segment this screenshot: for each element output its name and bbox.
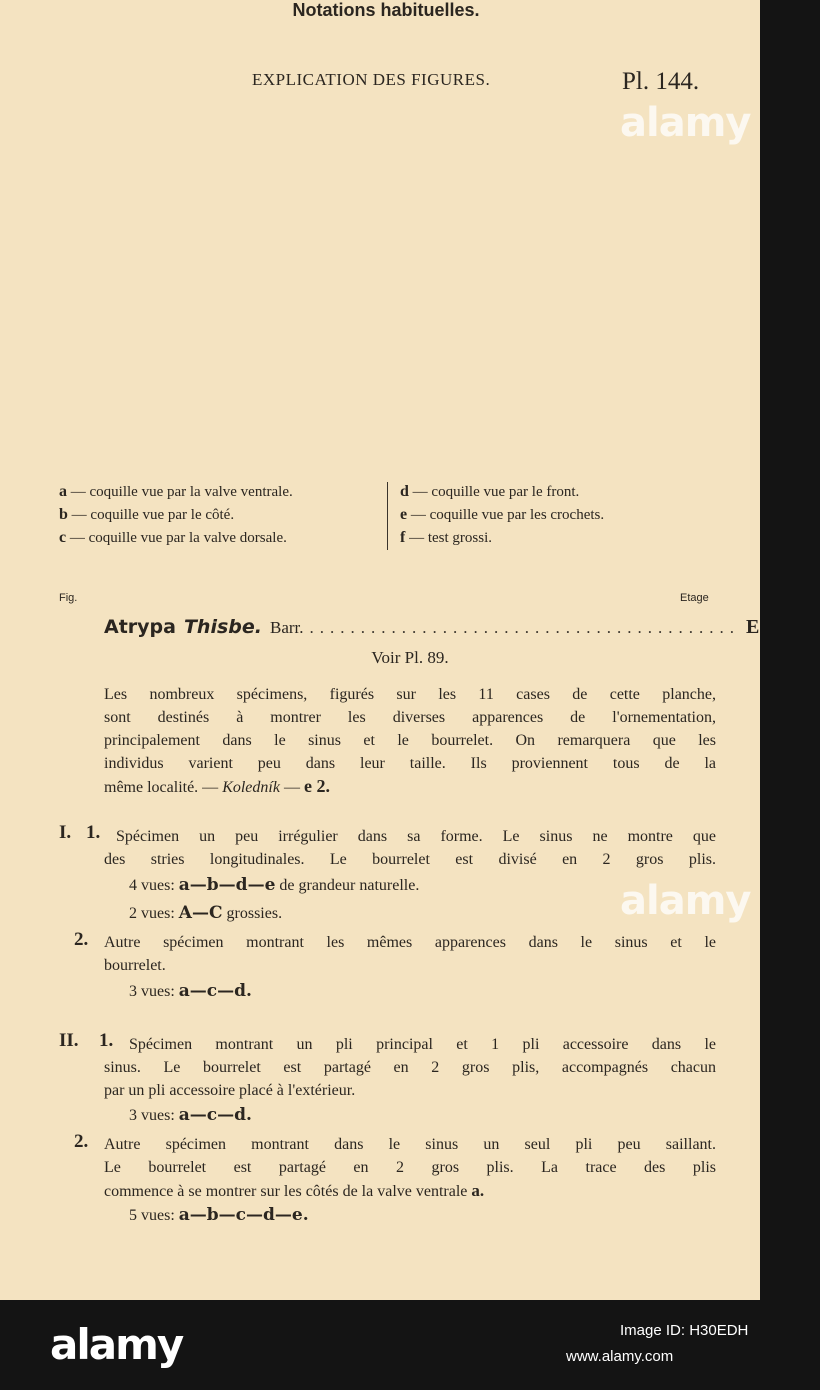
- header-title: EXPLICATION DES FIGURES.: [252, 70, 491, 89]
- notation-f: [400, 529, 492, 547]
- footer-url[interactable]: www.alamy.com: [566, 1348, 674, 1365]
- notation-letter: f: [400, 529, 406, 546]
- text-line: individus varient peu dans leur taille. Ils proviennent tous de la: [104, 755, 716, 772]
- text-line: bourrelet.: [104, 957, 166, 974]
- views-letters: a—b—d—e: [178, 875, 276, 895]
- entry-text: [104, 1133, 716, 1202]
- views-count: 3 vues:: [129, 1107, 175, 1124]
- text-line: par un pli accessoire placé à l'extérieur.: [104, 1082, 356, 1099]
- notation-a: [59, 483, 293, 501]
- valve-letter: a.: [471, 1181, 485, 1200]
- views-note: de grandeur naturelle.: [279, 877, 420, 894]
- entry-number: 1.: [86, 822, 101, 843]
- views-line: [129, 903, 282, 923]
- text-line: Le bourrelet est partagé en 2 gros plis. La trace des plis: [104, 1159, 716, 1176]
- text-line: [104, 1179, 716, 1202]
- roman-numeral: I.: [59, 822, 72, 843]
- intro-paragraph: [104, 683, 716, 798]
- watermark-logo: alamy: [620, 100, 751, 146]
- text-line: sinus. Le bourrelet est partagé en 2 gros plis, accompagnés chacun: [104, 1059, 716, 1076]
- plate-reference: Voir Pl. 89.: [371, 648, 449, 667]
- notation-d: [400, 483, 579, 501]
- text-line: Autre spécimen montrant les mêmes apparences dans le sinus et le: [104, 934, 716, 951]
- views-line: [129, 1105, 252, 1125]
- level-code: e 2.: [303, 776, 330, 796]
- image-id: Image ID: H30EDH: [620, 1322, 749, 1339]
- views-line: [129, 1205, 309, 1225]
- text-line: sont destinés à montrer les diverses apparences de l'ornementation,: [104, 709, 716, 726]
- species-genus: Atrypa: [104, 616, 176, 638]
- notation-e: [400, 506, 604, 524]
- notation-letter: b: [59, 506, 68, 523]
- entry-number: 1.: [99, 1030, 114, 1051]
- views-line: [129, 981, 252, 1001]
- notation-c: [59, 529, 287, 547]
- entry-number: 2.: [74, 1131, 89, 1152]
- footer-bar: [0, 1300, 760, 1390]
- leader-dots: ..........................................: [309, 618, 741, 637]
- fig-column-label: Fig.: [59, 592, 78, 604]
- notation-text: — coquille vue par la valve dorsale.: [69, 530, 287, 546]
- notation-letter: d: [400, 483, 409, 500]
- views-count: 2 vues:: [129, 905, 175, 922]
- roman-numeral: II.: [59, 1030, 79, 1051]
- notation-letter: a: [59, 483, 67, 500]
- views-count: 4 vues:: [129, 877, 175, 894]
- entry-text: [116, 825, 716, 848]
- text-line: [104, 775, 716, 798]
- footer-logo[interactable]: alamy: [50, 1320, 183, 1369]
- notations-title: Notations habituelles.: [292, 0, 480, 20]
- entry-text: [104, 931, 716, 977]
- entry-number: 2.: [74, 929, 89, 950]
- species-etage: E: [746, 616, 760, 638]
- line-text: commence à se montrer sur les côtés de la valve ventrale: [104, 1183, 468, 1200]
- text-line: Autre spécimen montrant dans le sinus un seul pli peu saillant.: [104, 1136, 716, 1153]
- views-line: [129, 875, 419, 895]
- text-line: des stries longitudinales. Le bourrelet est divisé en 2 gros plis.: [104, 851, 716, 868]
- plate-number: Pl. 144.: [622, 68, 700, 95]
- text-line: Les nombreux spécimens, figurés sur les 11 cases de cette planche,: [104, 686, 716, 703]
- views-letters: a—c—d.: [178, 981, 252, 1001]
- species-name: Thisbe.: [183, 616, 262, 638]
- notation-text: — coquille vue par les crochets.: [410, 507, 605, 523]
- views-count: 5 vues:: [129, 1207, 175, 1224]
- views-letters: A—C: [178, 903, 223, 923]
- entry-text: [129, 1033, 716, 1056]
- notation-text: — coquille vue par la valve ventrale.: [70, 484, 293, 500]
- text-line: Spécimen un peu irrégulier dans sa forme. Le sinus ne montre que: [116, 828, 716, 845]
- views-note: grossies.: [226, 905, 283, 922]
- views-letters: a—c—d.: [178, 1105, 252, 1125]
- notation-text: — test grossi.: [409, 530, 492, 546]
- entry-text: [104, 848, 716, 871]
- notation-letter: c: [59, 529, 67, 546]
- species-author: Barr.: [269, 618, 304, 637]
- intro-last-prefix: même localité. —: [104, 779, 219, 796]
- etage-column-label: Etage: [680, 592, 709, 604]
- text-line: principalement dans le sinus et le bourrelet. On remarquera que les: [104, 732, 716, 749]
- notations-divider: [387, 482, 388, 550]
- text-line: Spécimen montrant un pli principal et 1 pli accessoire dans le: [129, 1036, 716, 1053]
- views-letters: a—b—c—d—e.: [178, 1205, 309, 1225]
- views-count: 3 vues:: [129, 983, 175, 1000]
- intro-sep: —: [283, 779, 300, 796]
- watermark-logo: alamy: [620, 878, 751, 924]
- notation-text: — coquille vue par le front.: [412, 484, 580, 500]
- locality-name: Koledník: [222, 779, 280, 796]
- notation-b: [59, 506, 234, 524]
- notation-letter: e: [400, 506, 408, 523]
- species-heading: [104, 616, 760, 639]
- entry-text: [104, 1056, 716, 1102]
- notation-text: — coquille vue par le côté.: [71, 507, 235, 523]
